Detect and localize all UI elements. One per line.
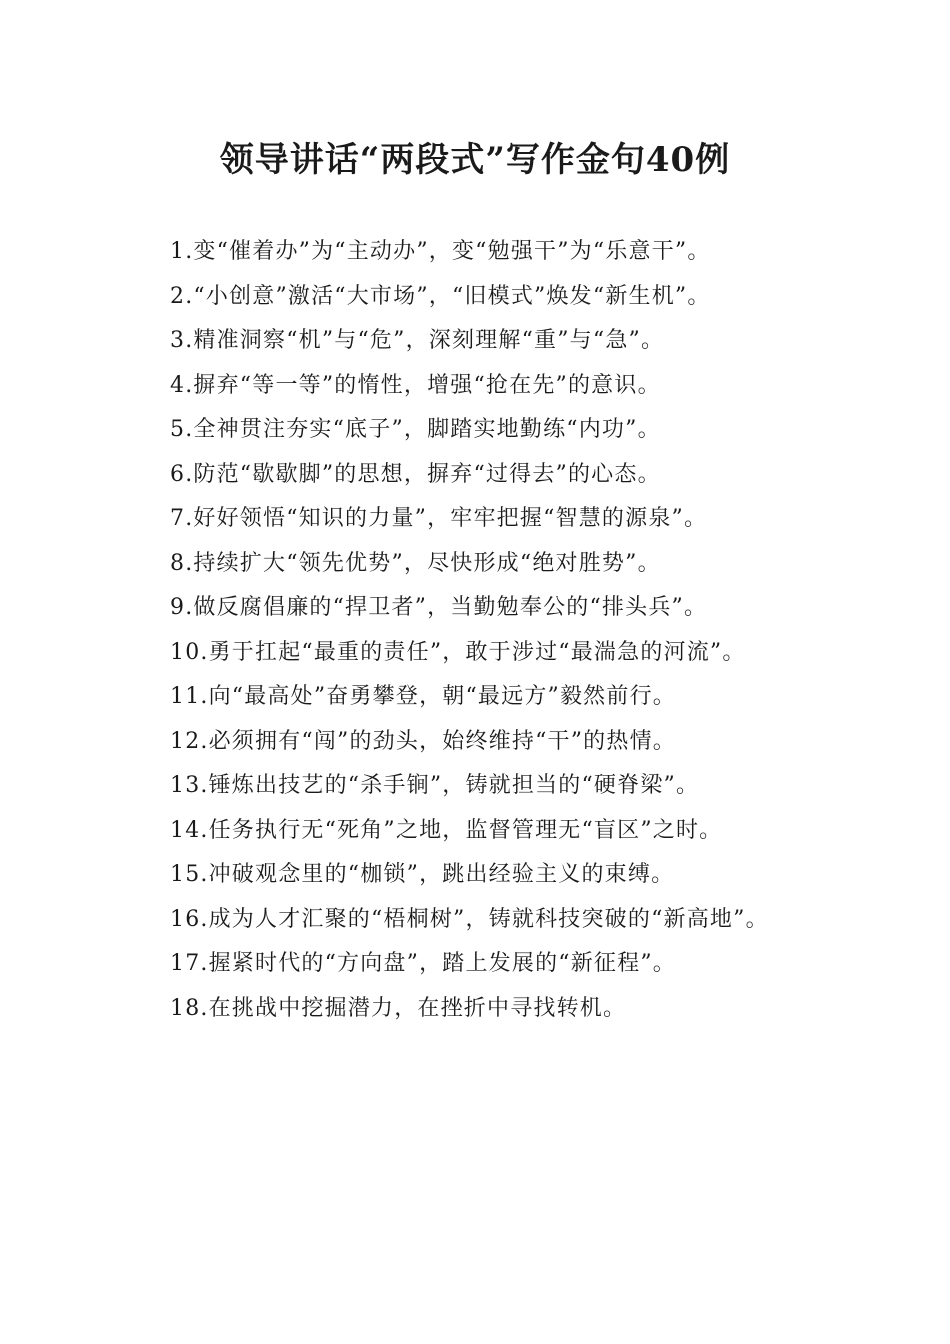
list-item: 4.摒弃“等一等”的惰性，增强“抢在先”的意识。 bbox=[170, 372, 661, 398]
list-item: 18.在挑战中挖掘潜力，在挫折中寻找转机。 bbox=[170, 995, 627, 1021]
list-item: 8.持续扩大“领先优势”，尽快形成“绝对胜势”。 bbox=[170, 550, 661, 576]
list-item: 16.成为人才汇聚的“梧桐树”，铸就科技突破的“新高地”。 bbox=[170, 906, 769, 932]
sentence-list bbox=[120, 230, 826, 1031]
list-item: 12.必须拥有“闯”的劲头，始终维持“干”的热情。 bbox=[170, 728, 676, 754]
list-item: 6.防范“歇歇脚”的思想，摒弃“过得去”的心态。 bbox=[170, 461, 661, 487]
list-item: 15.冲破观念里的“枷锁”，跳出经验主义的束缚。 bbox=[170, 862, 675, 887]
list-item: 13.锤炼出技艺的“杀手锏”，铸就担当的“硬脊梁”。 bbox=[170, 773, 700, 798]
list-item: 11.向“最高处”奋勇攀登，朝“最远方”毅然前行。 bbox=[170, 684, 676, 709]
list-item: 1.变“催着办”为“主动办”，变“勉强干”为“乐意干”。 bbox=[170, 239, 711, 264]
list-item: 3.精准洞察“机”与“危”，深刻理解“重”与“急”。 bbox=[170, 328, 665, 353]
list-item: 7.好好领悟“知识的力量”，牢牢把握“智慧的源泉”。 bbox=[170, 506, 708, 531]
list-item: 5.全神贯注夯实“底子”，脚踏实地勤练“内功”。 bbox=[170, 417, 661, 442]
list-item: 2.“小创意”激活“大市场”，“旧模式”焕发“新生机”。 bbox=[170, 283, 711, 309]
list-item: 9.做反腐倡廉的“捍卫者”，当勤勉奉公的“排头兵”。 bbox=[170, 595, 708, 620]
list-item: 17.握紧时代的“方向盘”，踏上发展的“新征程”。 bbox=[170, 951, 676, 976]
list-item: 10.勇于扛起“最重的责任”，敢于涉过“最湍急的河流”。 bbox=[170, 639, 746, 665]
list-item: 14.任务执行无“死角”之地，监督管理无“盲区”之时。 bbox=[170, 817, 723, 843]
document-title: 领导讲话“两段式”写作金句40例 bbox=[219, 140, 731, 180]
